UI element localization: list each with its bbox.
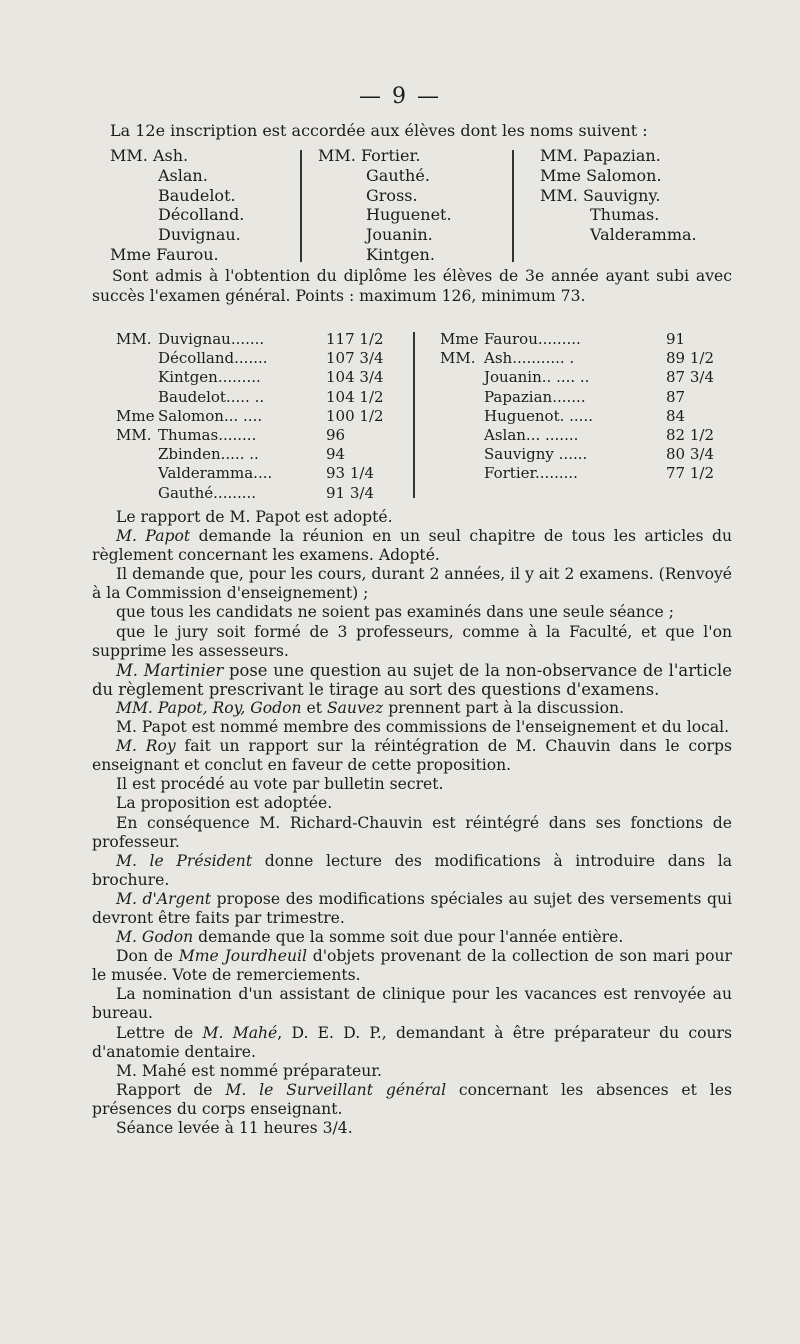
score-row: MM. Thumas........ 96 <box>116 425 346 444</box>
paragraph: Séance levée à 11 heures 3/4. <box>116 1119 353 1137</box>
name-entry: Gauthé. <box>366 165 430 185</box>
name-entry: Huguenet. <box>366 205 452 225</box>
score-row: Aslan... ....... 82 1/2 <box>484 425 714 444</box>
name-entry: Baudelot. <box>158 185 236 205</box>
page-number: — 9 — <box>359 84 441 109</box>
paragraph: M. Papot est nommé membre des commissions de l'enseignement et du local. <box>116 718 730 737</box>
intro-line: La 12e inscription est accordée aux élèves dont les noms suivent : <box>110 121 648 140</box>
name-entry: Gross. <box>366 185 418 205</box>
name-entry: Mme Faurou. <box>110 244 219 264</box>
paragraph: Le rapport de M. Papot est adopté. <box>116 508 393 526</box>
paragraph: M. d'Argent propose des modifications spéciales au sujet des versements qui devront être faits par trimestre. <box>92 889 733 927</box>
column-divider <box>413 332 415 498</box>
name-entry: Aslan. <box>158 165 208 185</box>
score-row: Kintgen......... 104 3/4 <box>158 368 384 387</box>
paragraph: Il est procédé au vote par bulletin secret. <box>116 775 444 794</box>
score-row: Papazian....... 87 <box>484 387 686 406</box>
score-row: Décolland....... 107 3/4 <box>158 349 384 368</box>
score-row: Baudelot..... .. 104 1/2 <box>158 387 384 406</box>
score-row: Jouanin.. .... .. 87 3/4 <box>484 368 714 387</box>
paragraph: La proposition est adoptée. <box>116 794 333 813</box>
names-column-1 <box>110 146 244 265</box>
score-row: Valderamma.... 93 1/4 <box>158 464 374 483</box>
score-row: Huguenot. ..... 84 <box>484 406 686 425</box>
score-row: MM. Ash........... . 89 1/2 <box>440 349 714 368</box>
paragraph: Il demande que, pour les cours, durant 2 années, il y ait 2 examens. (Renvoyé à la Commission d'enseignement) ; <box>92 565 732 603</box>
name-entry: Valderamma. <box>590 225 697 245</box>
names-column-3 <box>540 146 697 245</box>
score-row: Mme Faurou......... 91 <box>440 330 686 348</box>
name-entry: MM. Ash. <box>110 146 189 165</box>
name-entry: Kintgen. <box>366 244 435 264</box>
score-row: Sauvigny ...... 80 3/4 <box>484 445 714 464</box>
paragraph: M. le Président donne lecture des modifications à introduire dans la brochure. <box>92 851 732 889</box>
paragraph: La nomination d'un assistant de clinique pour les vacances est renvoyée au bureau. <box>92 985 732 1023</box>
paragraph: En conséquence M. Richard-Chauvin est réintégré dans ses fonctions de professeur. <box>92 813 732 851</box>
paragraph: M. Godon demande que la somme soit due pour l'année entière. <box>116 928 624 947</box>
paragraph: que tous les candidats ne soient pas examinés dans une seule séance ; <box>116 603 674 622</box>
name-entry: Mme Salomon. <box>540 165 662 185</box>
names-column-2 <box>318 146 452 265</box>
name-entry: Thumas. <box>590 205 660 225</box>
name-entry: Jouanin. <box>366 225 433 245</box>
minutes-body <box>92 508 732 1138</box>
column-divider <box>512 150 514 262</box>
paragraph: M. Mahé est nommé préparateur. <box>116 1061 382 1080</box>
score-row: Gauthé......... 91 3/4 <box>158 483 374 502</box>
score-row: Fortier......... 77 1/2 <box>484 464 714 483</box>
paragraph: M. Martinier pose une question au sujet de la non-observance de l'article du règlement prescrivant le tirage au sort des questions d'examens. <box>92 660 732 699</box>
paragraph: Rapport de M. le Surveillant général concernant les absences et les présences du corps enseignant. <box>92 1080 732 1118</box>
score-column-left <box>116 330 406 503</box>
name-entry: Décolland. <box>158 205 245 225</box>
paragraph: M. Roy fait un rapport sur la réintégration de M. Chauvin dans le corps enseignant et conclut en faveur de cette proposition. <box>92 737 732 775</box>
paragraph: MM. Papot, Roy, Godon et Sauvez prennent part à la discussion. <box>116 698 625 717</box>
name-entry: MM. Fortier. <box>318 146 421 165</box>
score-table <box>0 330 800 500</box>
score-row: Mme Salomon... .... 100 1/2 <box>116 406 384 425</box>
paragraph: Don de Mme Jourdheuil d'objets provenant de la collection de son mari pour le musée. Vote de remerciements. <box>92 947 732 985</box>
score-row: Zbinden..... .. 94 <box>158 445 346 464</box>
name-entry: MM. Sauvigny. <box>540 185 661 205</box>
name-entry: MM. Papazian. <box>540 146 661 165</box>
diploma-paragraph: Sont admis à l'obtention du diplôme les élèves de 3e année ayant subi avec succès l'examen général. Points : maximum 126, minimum 73. <box>92 267 732 305</box>
paragraph: M. Papot demande la réunion en un seul chapitre de tous les articles du règlement concernant les examens. Adopté. <box>92 527 732 565</box>
column-divider <box>300 150 302 262</box>
inscription-name-columns <box>0 146 800 264</box>
score-row: MM. Duvignau....... 117 1/2 <box>116 330 384 348</box>
score-column-right <box>440 330 740 484</box>
name-entry: Duvignau. <box>158 225 241 245</box>
paragraph: que le jury soit formé de 3 professeurs, comme à la Faculté, et que l'on supprime les assesseurs. <box>92 622 732 660</box>
paragraph: Lettre de M. Mahé, D. E. D. P., demandant à être préparateur du cours d'anatomie dentaire. <box>92 1023 732 1061</box>
